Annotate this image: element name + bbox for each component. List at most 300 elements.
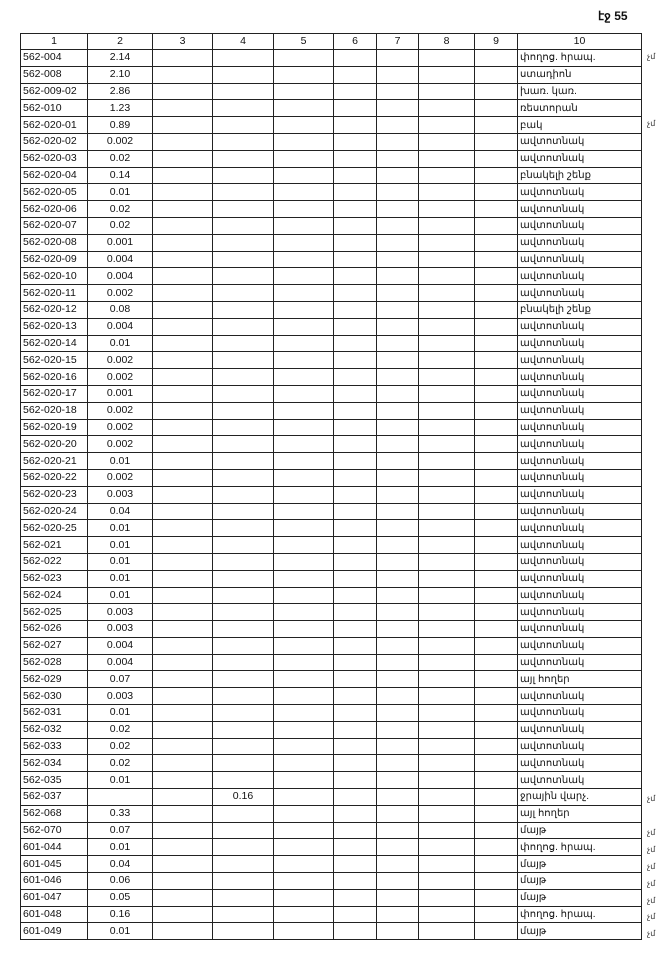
empty-cell	[274, 100, 334, 117]
empty-cell	[274, 587, 334, 604]
area-cell: 0.02	[88, 738, 153, 755]
table-row	[21, 637, 642, 654]
parcel-id-cell: 562-034	[21, 755, 88, 772]
empty-cell	[334, 402, 377, 419]
parcel-id-cell: 562-032	[21, 721, 88, 738]
area-cell: 0.02	[88, 150, 153, 167]
land-use-cell: ավտոտնակ	[518, 201, 642, 218]
empty-cell	[274, 856, 334, 873]
area-cell: 0.89	[88, 117, 153, 134]
empty-cell	[419, 923, 475, 940]
land-use-cell: փողոց. հրապ.	[518, 50, 642, 67]
area-col4-cell	[213, 654, 274, 671]
empty-cell	[334, 318, 377, 335]
empty-cell	[153, 856, 213, 873]
land-use-cell: ավտոտնակ	[518, 402, 642, 419]
empty-cell	[475, 637, 518, 654]
table-header-row	[21, 34, 642, 50]
margin-mark: չմ	[647, 119, 656, 129]
parcel-id-cell: 562-020-14	[21, 335, 88, 352]
empty-cell	[475, 738, 518, 755]
empty-cell	[377, 570, 419, 587]
empty-cell	[274, 453, 334, 470]
land-use-cell: փողոց. հրապ.	[518, 906, 642, 923]
margin-mark: չմ	[647, 895, 656, 905]
area-cell: 0.07	[88, 822, 153, 839]
land-use-cell: բակ	[518, 117, 642, 134]
table-row	[21, 738, 642, 755]
empty-cell	[153, 654, 213, 671]
parcel-id-cell: 562-022	[21, 553, 88, 570]
area-cell: 0.002	[88, 285, 153, 302]
empty-cell	[334, 839, 377, 856]
area-cell: 0.001	[88, 234, 153, 251]
empty-cell	[475, 83, 518, 100]
column-header-2: 2	[88, 34, 153, 50]
table-row	[21, 587, 642, 604]
empty-cell	[334, 100, 377, 117]
empty-cell	[153, 805, 213, 822]
land-use-cell: ստադիոն	[518, 66, 642, 83]
empty-cell	[274, 923, 334, 940]
parcel-id-cell: 562-020-19	[21, 419, 88, 436]
parcel-id-cell: 562-027	[21, 637, 88, 654]
empty-cell	[475, 839, 518, 856]
empty-cell	[475, 318, 518, 335]
table-row	[21, 789, 642, 806]
empty-cell	[274, 906, 334, 923]
empty-cell	[153, 251, 213, 268]
empty-cell	[274, 873, 334, 890]
table-row	[21, 251, 642, 268]
margin-mark: չմ	[647, 844, 656, 854]
empty-cell	[475, 621, 518, 638]
area-cell: 0.004	[88, 268, 153, 285]
land-use-cell: ռեստորան	[518, 100, 642, 117]
area-col4-cell	[213, 805, 274, 822]
empty-cell	[419, 335, 475, 352]
empty-cell	[274, 369, 334, 386]
area-cell: 2.14	[88, 50, 153, 67]
empty-cell	[153, 772, 213, 789]
parcel-id-cell: 562-024	[21, 587, 88, 604]
empty-cell	[377, 167, 419, 184]
area-cell: 0.004	[88, 251, 153, 268]
area-col4-cell	[213, 419, 274, 436]
empty-cell	[419, 570, 475, 587]
empty-cell	[419, 234, 475, 251]
column-header-7: 7	[377, 34, 419, 50]
empty-cell	[475, 301, 518, 318]
area-cell: 0.003	[88, 604, 153, 621]
empty-cell	[377, 822, 419, 839]
table-row	[21, 705, 642, 722]
area-cell: 0.004	[88, 318, 153, 335]
area-col4-cell	[213, 184, 274, 201]
empty-cell	[419, 402, 475, 419]
empty-cell	[334, 688, 377, 705]
empty-cell	[475, 234, 518, 251]
empty-cell	[475, 705, 518, 722]
area-col4-cell	[213, 217, 274, 234]
empty-cell	[274, 301, 334, 318]
empty-cell	[419, 637, 475, 654]
table-row	[21, 402, 642, 419]
empty-cell	[475, 587, 518, 604]
land-use-cell: ավտոտնակ	[518, 184, 642, 201]
empty-cell	[274, 133, 334, 150]
area-col4-cell	[213, 453, 274, 470]
empty-cell	[334, 251, 377, 268]
empty-cell	[274, 839, 334, 856]
empty-cell	[377, 50, 419, 67]
parcel-id-cell: 562-020-21	[21, 453, 88, 470]
empty-cell	[377, 537, 419, 554]
empty-cell	[475, 402, 518, 419]
empty-cell	[377, 251, 419, 268]
parcel-id-cell: 562-010	[21, 100, 88, 117]
area-cell: 0.02	[88, 755, 153, 772]
parcel-id-cell: 562-020-10	[21, 268, 88, 285]
area-col4-cell	[213, 604, 274, 621]
empty-cell	[153, 755, 213, 772]
area-cell: 0.002	[88, 419, 153, 436]
empty-cell	[419, 587, 475, 604]
area-cell: 0.01	[88, 453, 153, 470]
empty-cell	[334, 889, 377, 906]
empty-cell	[475, 755, 518, 772]
empty-cell	[334, 553, 377, 570]
area-cell: 0.01	[88, 335, 153, 352]
empty-cell	[475, 352, 518, 369]
empty-cell	[153, 705, 213, 722]
parcel-id-cell: 562-020-05	[21, 184, 88, 201]
table-row	[21, 436, 642, 453]
empty-cell	[334, 537, 377, 554]
parcel-id-cell: 562-035	[21, 772, 88, 789]
empty-cell	[377, 889, 419, 906]
empty-cell	[153, 66, 213, 83]
area-cell: 0.003	[88, 621, 153, 638]
land-use-cell: ավտոտնակ	[518, 503, 642, 520]
parcel-id-cell: 562-025	[21, 604, 88, 621]
empty-cell	[475, 721, 518, 738]
empty-cell	[153, 117, 213, 134]
table-row	[21, 839, 642, 856]
empty-cell	[419, 553, 475, 570]
empty-cell	[475, 923, 518, 940]
area-cell: 1.23	[88, 100, 153, 117]
area-col4-cell	[213, 251, 274, 268]
empty-cell	[274, 621, 334, 638]
table-row	[21, 906, 642, 923]
empty-cell	[419, 721, 475, 738]
empty-cell	[334, 83, 377, 100]
table-row	[21, 217, 642, 234]
table-row	[21, 66, 642, 83]
empty-cell	[334, 117, 377, 134]
empty-cell	[419, 419, 475, 436]
area-col4-cell	[213, 117, 274, 134]
empty-cell	[153, 419, 213, 436]
empty-cell	[274, 486, 334, 503]
area-cell: 0.01	[88, 184, 153, 201]
empty-cell	[475, 537, 518, 554]
area-col4-cell	[213, 486, 274, 503]
empty-cell	[274, 150, 334, 167]
empty-cell	[419, 889, 475, 906]
empty-cell	[334, 856, 377, 873]
empty-cell	[377, 637, 419, 654]
area-cell: 0.01	[88, 570, 153, 587]
land-use-cell: ավտոտնակ	[518, 419, 642, 436]
area-col4-cell	[213, 268, 274, 285]
area-col4-cell	[213, 671, 274, 688]
area-col4-cell	[213, 66, 274, 83]
empty-cell	[153, 604, 213, 621]
land-use-cell: ավտոտնակ	[518, 621, 642, 638]
empty-cell	[475, 66, 518, 83]
area-cell: 0.01	[88, 537, 153, 554]
area-cell: 0.01	[88, 705, 153, 722]
empty-cell	[475, 570, 518, 587]
empty-cell	[419, 822, 475, 839]
empty-cell	[274, 789, 334, 806]
empty-cell	[153, 621, 213, 638]
empty-cell	[334, 789, 377, 806]
area-cell: 0.003	[88, 688, 153, 705]
parcel-id-cell: 562-033	[21, 738, 88, 755]
area-col4-cell	[213, 621, 274, 638]
area-cell: 0.01	[88, 587, 153, 604]
empty-cell	[274, 436, 334, 453]
table-row	[21, 234, 642, 251]
margin-mark: չմ	[647, 878, 656, 888]
land-use-cell: ավտոտնակ	[518, 537, 642, 554]
empty-cell	[377, 654, 419, 671]
empty-cell	[419, 453, 475, 470]
empty-cell	[153, 688, 213, 705]
table-row	[21, 301, 642, 318]
empty-cell	[334, 587, 377, 604]
empty-cell	[153, 335, 213, 352]
area-col4-cell	[213, 738, 274, 755]
margin-mark: չմ	[647, 861, 656, 871]
empty-cell	[153, 923, 213, 940]
area-cell: 0.003	[88, 486, 153, 503]
parcel-id-cell: 562-020-13	[21, 318, 88, 335]
empty-cell	[153, 167, 213, 184]
area-cell: 0.04	[88, 856, 153, 873]
area-cell: 0.02	[88, 217, 153, 234]
empty-cell	[274, 251, 334, 268]
empty-cell	[274, 705, 334, 722]
empty-cell	[377, 873, 419, 890]
area-col4-cell	[213, 553, 274, 570]
area-cell: 0.002	[88, 436, 153, 453]
empty-cell	[334, 133, 377, 150]
empty-cell	[334, 436, 377, 453]
table-row	[21, 570, 642, 587]
parcel-id-cell: 562-020-03	[21, 150, 88, 167]
parcel-id-cell: 601-048	[21, 906, 88, 923]
empty-cell	[377, 604, 419, 621]
land-use-cell: ավտոտնակ	[518, 133, 642, 150]
parcel-id-cell: 562-020-15	[21, 352, 88, 369]
land-use-cell: ավտոտնակ	[518, 469, 642, 486]
empty-cell	[377, 755, 419, 772]
parcel-id-cell: 562-004	[21, 50, 88, 67]
empty-cell	[153, 301, 213, 318]
area-cell: 0.01	[88, 553, 153, 570]
area-col4-cell	[213, 923, 274, 940]
empty-cell	[153, 486, 213, 503]
empty-cell	[475, 117, 518, 134]
empty-cell	[334, 621, 377, 638]
table-row	[21, 268, 642, 285]
empty-cell	[334, 419, 377, 436]
empty-cell	[274, 755, 334, 772]
column-header-8: 8	[419, 34, 475, 50]
empty-cell	[377, 789, 419, 806]
empty-cell	[334, 167, 377, 184]
empty-cell	[377, 201, 419, 218]
empty-cell	[274, 184, 334, 201]
empty-cell	[419, 738, 475, 755]
empty-cell	[419, 705, 475, 722]
empty-cell	[419, 520, 475, 537]
empty-cell	[475, 251, 518, 268]
parcel-id-cell: 562-020-24	[21, 503, 88, 520]
parcel-id-cell: 601-046	[21, 873, 88, 890]
empty-cell	[377, 688, 419, 705]
empty-cell	[153, 553, 213, 570]
empty-cell	[334, 335, 377, 352]
empty-cell	[475, 217, 518, 234]
land-use-cell: ավտոտնակ	[518, 486, 642, 503]
parcel-id-cell: 562-070	[21, 822, 88, 839]
empty-cell	[377, 285, 419, 302]
empty-cell	[334, 469, 377, 486]
empty-cell	[377, 369, 419, 386]
empty-cell	[334, 150, 377, 167]
parcel-id-cell: 562-029	[21, 671, 88, 688]
land-use-cell: այլ հողեր	[518, 671, 642, 688]
area-col4-cell	[213, 352, 274, 369]
empty-cell	[274, 570, 334, 587]
empty-cell	[419, 486, 475, 503]
empty-cell	[274, 335, 334, 352]
empty-cell	[334, 671, 377, 688]
empty-cell	[334, 738, 377, 755]
empty-cell	[475, 201, 518, 218]
empty-cell	[377, 234, 419, 251]
empty-cell	[334, 721, 377, 738]
table-row	[21, 486, 642, 503]
parcel-id-cell: 562-020-25	[21, 520, 88, 537]
parcel-id-cell: 601-044	[21, 839, 88, 856]
empty-cell	[419, 66, 475, 83]
empty-cell	[334, 570, 377, 587]
area-cell: 0.002	[88, 369, 153, 386]
land-use-cell: ավտոտնակ	[518, 688, 642, 705]
area-cell: 0.16	[88, 906, 153, 923]
empty-cell	[153, 503, 213, 520]
area-col4-cell	[213, 822, 274, 839]
empty-cell	[274, 318, 334, 335]
land-use-cell: ավտոտնակ	[518, 268, 642, 285]
empty-cell	[475, 553, 518, 570]
area-cell: 0.08	[88, 301, 153, 318]
area-cell: 0.01	[88, 923, 153, 940]
empty-cell	[153, 469, 213, 486]
empty-cell	[419, 117, 475, 134]
table-row	[21, 621, 642, 638]
empty-cell	[475, 856, 518, 873]
area-cell: 0.02	[88, 721, 153, 738]
empty-cell	[334, 352, 377, 369]
empty-cell	[274, 721, 334, 738]
land-use-cell: ավտոտնակ	[518, 721, 642, 738]
empty-cell	[153, 839, 213, 856]
empty-cell	[274, 604, 334, 621]
empty-cell	[153, 906, 213, 923]
area-cell: 0.002	[88, 469, 153, 486]
empty-cell	[153, 184, 213, 201]
land-use-cell: ավտոտնակ	[518, 755, 642, 772]
empty-cell	[475, 385, 518, 402]
table-row	[21, 772, 642, 789]
empty-cell	[475, 268, 518, 285]
area-col4-cell	[213, 201, 274, 218]
empty-cell	[475, 822, 518, 839]
area-cell: 0.06	[88, 873, 153, 890]
land-use-cell: ավտոտնակ	[518, 335, 642, 352]
table-row	[21, 537, 642, 554]
empty-cell	[153, 385, 213, 402]
table-row	[21, 167, 642, 184]
column-header-6: 6	[334, 34, 377, 50]
empty-cell	[334, 217, 377, 234]
empty-cell	[475, 133, 518, 150]
empty-cell	[377, 486, 419, 503]
parcel-id-cell: 562-020-16	[21, 369, 88, 386]
area-col4-cell	[213, 385, 274, 402]
empty-cell	[475, 671, 518, 688]
empty-cell	[377, 503, 419, 520]
empty-cell	[274, 805, 334, 822]
area-cell: 0.01	[88, 839, 153, 856]
empty-cell	[274, 217, 334, 234]
area-cell: 0.004	[88, 637, 153, 654]
table-row	[21, 654, 642, 671]
area-col4-cell	[213, 587, 274, 604]
empty-cell	[153, 234, 213, 251]
parcel-id-cell: 562-023	[21, 570, 88, 587]
empty-cell	[377, 805, 419, 822]
empty-cell	[475, 604, 518, 621]
area-cell: 0.001	[88, 385, 153, 402]
empty-cell	[274, 688, 334, 705]
parcel-id-cell: 562-020-23	[21, 486, 88, 503]
table-row	[21, 352, 642, 369]
parcel-id-cell: 562-020-18	[21, 402, 88, 419]
area-col4-cell	[213, 50, 274, 67]
area-col4-cell	[213, 537, 274, 554]
land-use-cell: ավտոտնակ	[518, 772, 642, 789]
empty-cell	[377, 553, 419, 570]
empty-cell	[377, 856, 419, 873]
